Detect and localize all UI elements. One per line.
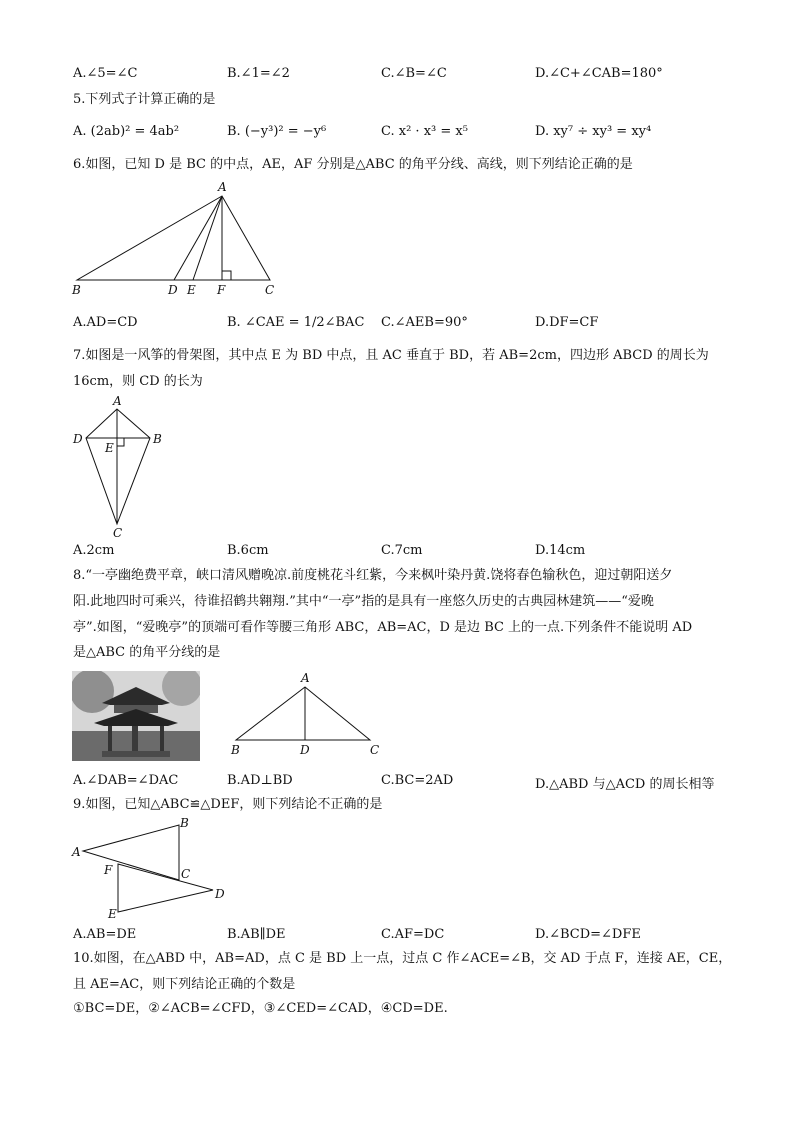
q9-label-d: D <box>215 887 225 901</box>
q5-option-c: C. x² · x³ = x⁵ <box>381 124 468 139</box>
q7-stem-line2: 16cm，则 CD 的长为 <box>73 374 203 389</box>
q9-option-a: A.AB=DE <box>73 927 137 942</box>
q6-stem: 6.如图，已知 D 是 BC 的中点，AE，AF 分别是△ABC 的角平分线、高线，则下列结论正确的是 <box>73 157 633 172</box>
q5-option-b: B. (−y³)² = −y⁶ <box>227 124 327 139</box>
q9-stem: 9.如图，已知△ABC≌△DEF，则下列结论不正确的是 <box>73 797 383 812</box>
q4-option-b: B.∠1=∠2 <box>227 66 290 81</box>
q9-label-a: A <box>72 845 81 859</box>
q7-label-a: A <box>113 394 122 408</box>
q7-label-d: D <box>73 432 83 446</box>
q8-label-a: A <box>301 671 310 685</box>
q4-option-c: C.∠B=∠C <box>381 66 447 81</box>
q7-option-a: A.2cm <box>73 543 115 558</box>
q7-option-c: C.7cm <box>381 543 423 558</box>
q8-stem-line3: 亭”.如图，“爱晚亭”的顶端可看作等腰三角形 ABC，AB=AC，D 是边 BC 上的一点.下列条件不能说明 AD <box>73 620 693 635</box>
q8-label-b: B <box>231 743 240 757</box>
q5-stem: 5.下列式子计算正确的是 <box>73 92 216 107</box>
q7-option-b: B.6cm <box>227 543 269 558</box>
q7-stem-line1: 7.如图是一风筝的骨架图，其中点 E 为 BD 中点，且 AC 垂直于 BD，若 AB=2cm，四边形 ABCD 的周长为 <box>73 348 709 363</box>
q8-stem-line2: 阳.此地四时可乘兴，待谁招鹤共翱翔.”其中“一亭”指的是具有一座悠久历史的古典园林建筑——“爱晚 <box>73 594 654 609</box>
q6-label-d: D <box>168 283 178 297</box>
q8-option-a: A.∠DAB=∠DAC <box>73 773 179 788</box>
q8-option-d: D.△ABD 与△ACD 的周长相等 <box>535 777 715 792</box>
q6-label-e: E <box>187 283 196 297</box>
q8-label-d: D <box>300 743 310 757</box>
q7-option-d: D.14cm <box>535 543 586 558</box>
q6-label-b: B <box>72 283 81 297</box>
q8-option-c: C.BC=2AD <box>381 773 454 788</box>
q9-label-b: B <box>180 816 189 830</box>
q5-option-a: A. (2ab)² = 4ab² <box>73 124 180 139</box>
q8-option-b: B.AD⊥BD <box>227 773 293 788</box>
q9-option-d: D.∠BCD=∠DFE <box>535 927 641 942</box>
q8-stem-line4: 是△ABC 的角平分线的是 <box>73 645 221 660</box>
q9-option-b: B.AB∥DE <box>227 927 286 942</box>
q6-option-b: B. ∠CAE = 1/2∠BAC <box>227 315 365 330</box>
q6-option-c: C.∠AEB=90° <box>381 315 468 330</box>
q9-label-f: F <box>104 863 113 877</box>
q6-label-f: F <box>217 283 226 297</box>
q7-label-b: B <box>153 432 162 446</box>
q6-label-a: A <box>218 180 227 194</box>
q9-options <box>73 927 753 945</box>
q7-label-e: E <box>105 441 114 455</box>
q8-label-c: C <box>370 743 380 757</box>
q9-option-c: C.AF=DC <box>381 927 445 942</box>
q10-stem-line1: 10.如图，在△ABD 中，AB=AD，点 C 是 BD 上一点，过点 C 作∠ACE=∠B，交 AD 于点 F，连接 AE，CE， <box>73 951 732 966</box>
q9-label-e: E <box>108 907 117 921</box>
q6-option-d: D.DF=CF <box>535 315 599 330</box>
q4-option-a: A.∠5=∠C <box>73 66 138 81</box>
q10-stem-line2: 且 AE=AC，则下列结论正确的个数是 <box>73 977 296 992</box>
q6-label-c: C <box>265 283 275 297</box>
q9-label-c: C <box>181 867 191 881</box>
q10-stem-line3: ①BC=DE，②∠ACB=∠CFD，③∠CED=∠CAD，④CD=DE. <box>73 1001 448 1016</box>
q8-stem-line1: 8.“一亭幽绝费平章，峡口清风赠晚凉.前度桃花斗红紫，今来枫叶染丹黄.饶将春色输秋色，迎过朝阳送夕 <box>73 568 673 583</box>
q7-label-c: C <box>113 526 123 540</box>
q4-option-d: D.∠C+∠CAB=180° <box>535 66 663 81</box>
q5-option-d: D. xy⁷ ÷ xy³ = xy⁴ <box>535 124 652 139</box>
q6-option-a: A.AD=CD <box>73 315 138 330</box>
